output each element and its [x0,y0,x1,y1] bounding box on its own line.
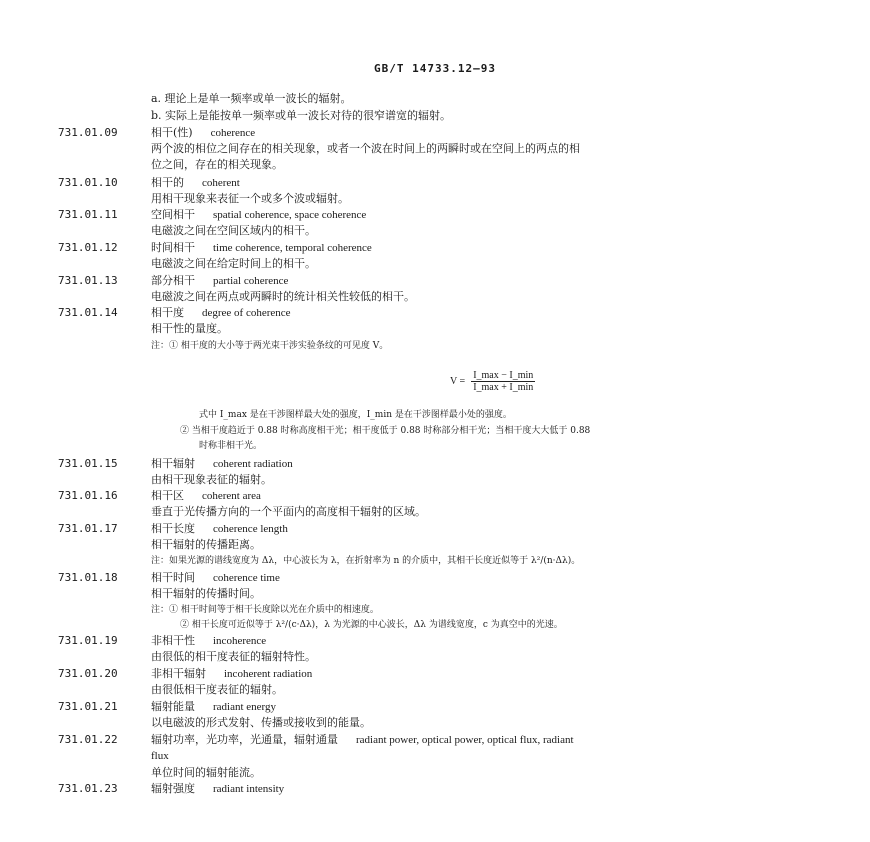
term-en: time coherence, temporal coherence [213,242,372,254]
term-zh: 相干辐射 [151,457,195,470]
term-zh: 相干的 [151,176,184,189]
entry-term [151,522,288,536]
term-en-continued: flux [151,750,169,762]
note-line: 注：① 相干度的大小等于两光束干涉实验条纹的可见度 V。 [151,341,389,351]
term-en: degree of coherence [202,307,291,319]
term-en: coherence time [213,572,280,584]
term-en: coherence [210,127,256,139]
entry-definition: 电磁波之间在两点或两瞬时的统计相关性较低的相干。 [151,290,415,303]
note-line: 式中 I_max 是在干涉图样最大处的强度，I_min 是在干涉图样最小处的强度。 [199,410,512,420]
entry-number: 731.01.10 [58,176,118,189]
entry-term [151,571,280,585]
entry-term [151,306,291,320]
term-en: coherence length [213,523,288,535]
entry-number: 731.01.17 [58,522,118,535]
entry-number: 731.01.09 [58,126,118,139]
term-en: radiant energy [213,701,277,713]
entry-definition: 相干辐射的传播距离。 [151,538,261,551]
entry-number: 731.01.19 [58,634,118,647]
note-line: 时称非相干光。 [199,441,263,451]
entry-number: 731.01.22 [58,733,118,746]
standard-header: GB/T 14733.12—93 [374,62,496,75]
term-zh: 非相干辐射 [151,667,206,680]
entry-definition: 电磁波之间在空间区域内的相干。 [151,224,316,237]
entry-number: 731.01.14 [58,306,118,319]
note-line: 注：如果光源的谱线宽度为 Δλ，中心波长为 λ，在折射率为 n 的介质中，其相干长度近似等于 λ²/(n·Δλ)。 [151,556,581,566]
entry-definition: 位之间，存在的相关现象。 [151,158,283,171]
entry-term [151,126,255,140]
entry-number: 731.01.18 [58,571,118,584]
entry-number: 731.01.15 [58,457,118,470]
term-zh: 相干区 [151,489,184,502]
visibility-formula [450,370,535,393]
intro-item-a: a. 理论上是单一频率或单一波长的辐射。 [151,92,352,105]
term-zh: 辐射强度 [151,782,195,795]
entry-term [151,733,574,747]
entry-definition: 相干性的量度。 [151,322,228,335]
entry-term [151,634,266,648]
entry-term [151,241,372,255]
term-en: radiant intensity [213,783,285,795]
entry-definition: 相干辐射的传播时间。 [151,587,261,600]
entry-definition: 垂直于光传播方向的一个平面内的高度相干辐射的区域。 [151,505,426,518]
term-zh: 辐射能量 [151,700,195,713]
entry-term [151,782,284,796]
term-en: coherent radiation [213,458,293,470]
entry-term [151,176,240,190]
entry-definition: 由很低相干度表征的辐射。 [151,683,283,696]
note-line: ② 相干长度可近似等于 λ²/(c·Δλ)，λ 为光源的中心波长，Δλ 为谱线宽度，c 为真空中的光速。 [180,620,563,630]
entry-term [151,489,261,503]
entry-number: 731.01.11 [58,208,118,221]
term-zh: 辐射功率，光功率，光通量，辐射通量 [151,733,338,746]
entry-number: 731.01.23 [58,782,118,795]
entry-term [151,274,288,288]
term-zh: 相干长度 [151,522,195,535]
term-en: radiant power, optical power, optical flux, radiant [356,734,574,746]
entry-definition: 由很低的相干度表征的辐射特性。 [151,650,316,663]
entry-number: 731.01.12 [58,241,118,254]
entry-term [151,700,276,714]
term-zh: 部分相干 [151,274,195,287]
entry-definition: 单位时间的辐射能流。 [151,766,261,779]
entry-number: 731.01.21 [58,700,118,713]
entry-definition: 两个波的相位之间存在的相关现象，或者一个波在时间上的两瞬时或在空间上的两点的相 [151,142,580,155]
entry-definition: 电磁波之间在给定时间上的相干。 [151,257,316,270]
entry-term [151,208,366,222]
note-line: 注：① 相干时间等于相干长度除以光在介质中的相速度。 [151,605,379,615]
term-en: incoherence [213,635,267,647]
entry-number: 731.01.13 [58,274,118,287]
term-zh: 相干(性) [151,126,193,139]
entry-definition: 以电磁波的形式发射、传播或接收到的能量。 [151,716,371,729]
entry-definition: 由相干现象表征的辐射。 [151,473,272,486]
entry-definition: 用相干现象来表征一个或多个波或辐射。 [151,192,349,205]
term-en: partial coherence [213,275,289,287]
note-line: ② 当相干度趋近于 0.88 时称高度相干光；相干度低于 0.88 时称部分相干光；当相干度大大低于 0.88 [180,426,591,436]
term-en: coherent area [202,490,261,502]
term-zh: 时间相干 [151,241,195,254]
term-zh: 空间相干 [151,208,195,221]
entry-number: 731.01.16 [58,489,118,502]
entry-number: 731.01.20 [58,667,118,680]
formula-lhs: V = [450,376,466,387]
formula-denominator: I_max + I_min [473,382,534,393]
term-zh: 相干时间 [151,571,195,584]
entry-term [151,667,312,681]
term-en: coherent [202,177,240,189]
term-zh: 非相干性 [151,634,195,647]
entry-term [151,457,293,471]
formula-fraction [471,370,535,393]
intro-item-b: b. 实际上是能按单一频率或单一波长对待的很窄谱宽的辐射。 [151,109,452,122]
formula-numerator: I_max − I_min [473,370,534,381]
term-en: spatial coherence, space coherence [213,209,367,221]
term-zh: 相干度 [151,306,184,319]
term-en: incoherent radiation [224,668,313,680]
